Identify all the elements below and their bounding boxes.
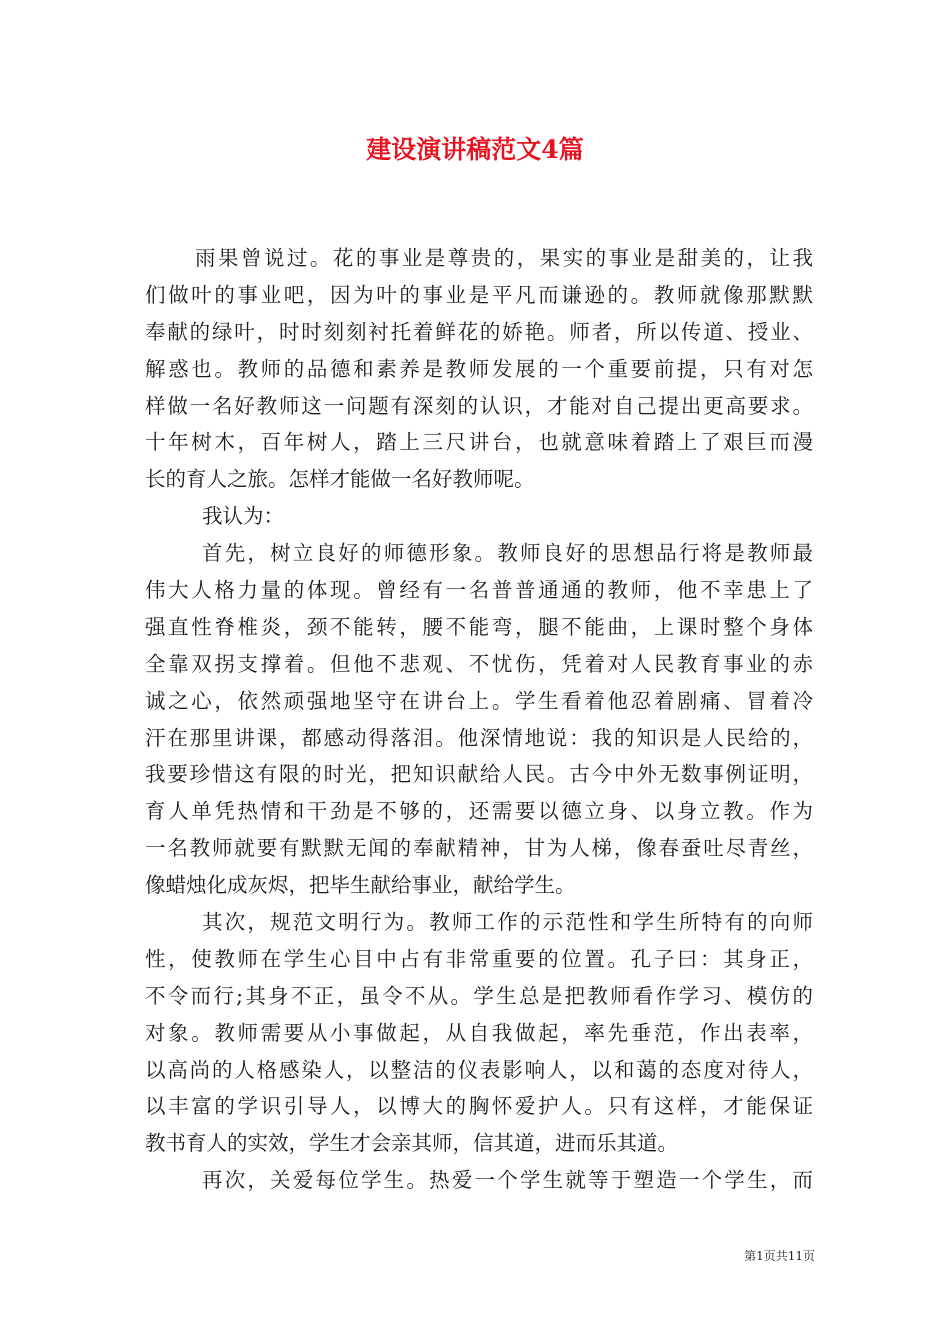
text-line: 强直性脊椎炎，颈不能转，腰不能弯，腿不能曲，上课时整个身体 (145, 614, 813, 639)
text-line: 首先，树立良好的师德形象。教师良好的思想品行将是教师最 (202, 541, 813, 566)
text-line: 性，使教师在学生心目中占有非常重要的位置。孔子曰：其身正， (145, 946, 813, 971)
text-line: 对象。教师需要从小事做起，从自我做起，率先垂范，作出表率， (145, 1020, 813, 1045)
page-footer: 第1页共11页 (744, 1249, 815, 1263)
text-line: 以高尚的人格感染人，以整洁的仪表影响人，以和蔼的态度对待人， (145, 1057, 813, 1082)
paragraph (145, 240, 813, 498)
text-line: 长的育人之旅。怎样才能做一名好教师呢。 (145, 467, 535, 492)
text-line: 汗在那里讲课，都感动得落泪。他深情地说：我的知识是人民给的， (145, 725, 813, 750)
text-line: 育人单凭热情和干劲是不够的，还需要以德立身、以身立教。作为 (145, 799, 813, 824)
text-line: 雨果曾说过。花的事业是尊贵的，果实的事业是甜美的，让我 (195, 246, 813, 270)
document-body (145, 240, 813, 1199)
text-line: 全靠双拐支撑着。但他不悲观、不忧伤，凭着对人民教育事业的赤 (145, 651, 813, 676)
text-line: 诚之心，依然顽强地坚守在讲台上。学生看着他忍着剧痛、冒着冷 (145, 688, 813, 713)
text-line: 一名教师就要有默默无闻的奉献精神，甘为人梯，像春蚕吐尽青丝， (145, 836, 813, 861)
text-line: 伟大人格力量的体现。曾经有一名普普通通的教师，他不幸患上了 (145, 578, 813, 603)
text-line: 以丰富的学识引导人，以博大的胸怀爱护人。只有这样，才能保证 (145, 1094, 813, 1119)
text-line: 其次，规范文明行为。教师工作的示范性和学生所特有的向师 (202, 910, 813, 935)
text-line: 解惑也。教师的品德和素养是教师发展的一个重要前提，只有对怎 (145, 356, 813, 381)
text-line: 十年树木，百年树人，踏上三尺讲台，也就意味着踏上了艰巨而漫 (145, 430, 813, 455)
text-line: 不令而行;其身不正，虽令不从。学生总是把教师看作学习、模仿的 (145, 983, 813, 1008)
text-line: 奉献的绿叶，时时刻刻衬托着鲜花的娇艳。师者，所以传道、授业、 (145, 319, 813, 344)
text-line: 像蜡烛化成灰烬，把毕生献给事业，献给学生。 (145, 873, 576, 898)
text-line: 我认为： (202, 504, 284, 529)
text-line: 样做一名好教师这一问题有深刻的认识，才能对自己提出更高要求。 (145, 393, 813, 418)
document-title: 建设演讲稿范文4篇 (366, 135, 584, 164)
paragraph (145, 1162, 813, 1199)
text-line: 我要珍惜这有限的时光，把知识献给人民。古今中外无数事例证明， (145, 762, 813, 787)
paragraph (145, 904, 813, 1162)
text-line: 们做叶的事业吧，因为叶的事业是平凡而谦逊的。教师就像那默默 (145, 282, 813, 307)
text-line: 再次，关爱每位学生。热爱一个学生就等于塑造一个学生，而 (202, 1168, 813, 1193)
paragraph (145, 535, 813, 904)
text-line: 教书育人的实效，学生才会亲其师，信其道，进而乐其道。 (145, 1131, 678, 1156)
paragraph (145, 498, 813, 535)
